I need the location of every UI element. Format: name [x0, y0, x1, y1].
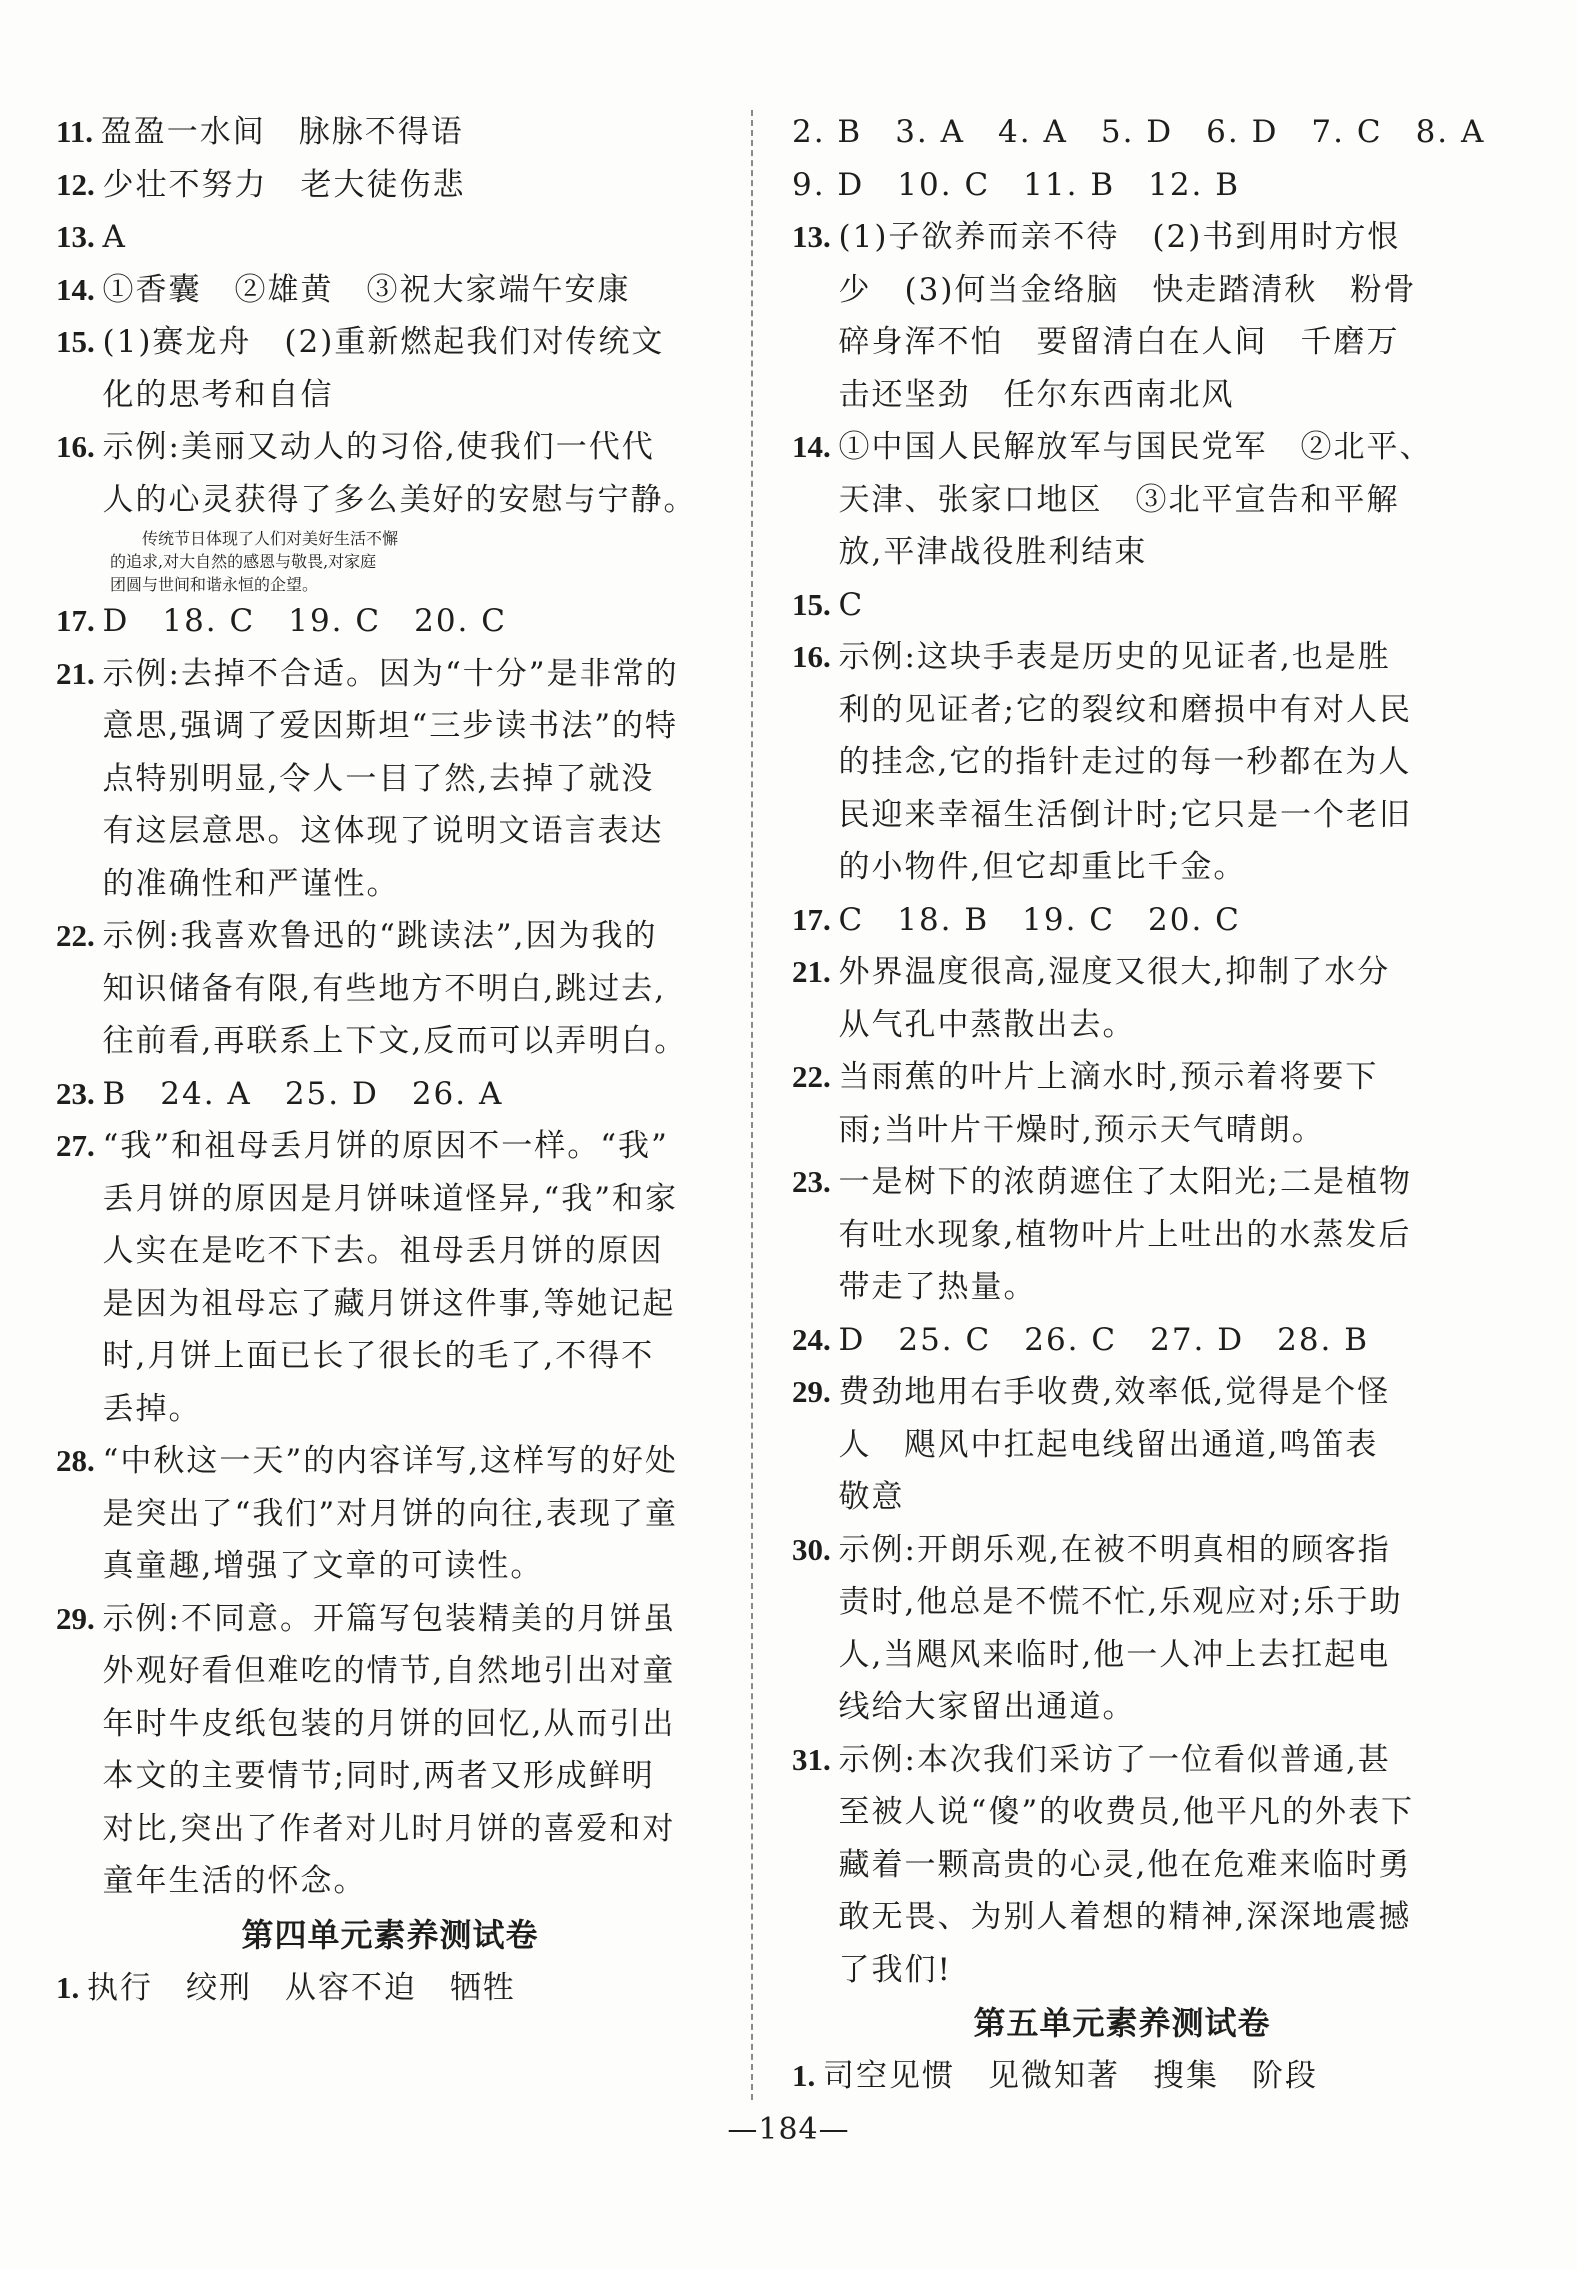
answer-number: 15. [56, 324, 103, 359]
answer-text [103, 648, 725, 911]
page-number: —184— [727, 2112, 850, 2147]
answer-text [103, 1068, 725, 1121]
answer-number: 23. [792, 1164, 839, 1199]
answer-line: 示例:不同意。开篇写包装精美的月饼虽 [102, 1600, 676, 1637]
answer-item [792, 1156, 1452, 1314]
answer-line: “中秋这一天”的内容详写,这样写的好处 [102, 1443, 679, 1479]
answer-number: 13. [56, 219, 103, 254]
answer-line: 藏着一颗高贵的心灵,他在危难来临时勇 [838, 1846, 1412, 1883]
answer-text [103, 316, 725, 421]
answer-item [792, 2050, 1452, 2103]
unit-4-heading: 第四单元素养测试卷 [241, 1915, 539, 1954]
answer-line: 示例:我喜欢鲁迅的“跳读法”,因为我的 [102, 918, 658, 954]
unit-5-heading: 第五单元素养测试卷 [973, 2004, 1271, 2042]
answer-line: 少壮不努力 老大徒伤悲 [102, 166, 466, 203]
answer-item [56, 1068, 724, 1121]
answer-line: 敬意 [838, 1479, 905, 1515]
answer-item [792, 211, 1452, 421]
answer-item [792, 1314, 1452, 1367]
answer-line: 外界温度很高,湿度又很大,抑制了水分 [838, 954, 1391, 990]
answer-line: 当雨蕉的叶片上滴水时,预示着将要下 [838, 1059, 1379, 1095]
answer-number: 12. [56, 166, 103, 202]
answer-text [103, 421, 725, 526]
answer-text [103, 159, 725, 212]
answer-line: 天津、张家口地区 ③北平宣告和平解 [838, 481, 1400, 518]
answer-line: 人,当飓风来临时,他一人冲上去扛起电 [838, 1636, 1391, 1673]
answer-line: 丢月饼的原因是月饼味道怪异,“我”和家 [102, 1180, 679, 1217]
answer-item [792, 106, 1486, 159]
answer-number: 21. [792, 954, 839, 989]
answer-number: 13. [792, 219, 839, 254]
answer-number: 17. [56, 603, 103, 638]
answer-number: 22. [56, 918, 103, 953]
answer-text [839, 1051, 1453, 1156]
answer-item [56, 1435, 724, 1593]
answer-line: 费劲地用右手收费,效率低,觉得是个怪 [838, 1374, 1391, 1410]
answer-item [56, 316, 724, 421]
answer-line: 碎身浑不怕 要留清白在人间 千磨万 [838, 324, 1400, 360]
answer-line: 执行 绞刑 从容不迫 牺牲 [87, 1969, 516, 2006]
answer-item [792, 946, 1452, 1051]
answer-line: 时,月饼上面已长了很长的毛了,不得不 [102, 1338, 655, 1374]
answer-line: 对比,突出了作者对儿时月饼的喜爱和对 [102, 1810, 676, 1847]
answer-item [56, 910, 724, 1068]
answer-line: 传统节日体现了人们对美好生活不懈 [142, 529, 399, 548]
answer-line: 示例:开朗乐观,在被不明真相的顾客指 [838, 1531, 1391, 1568]
answer-item [792, 159, 1452, 212]
answer-text [103, 264, 725, 317]
answer-line: 年时牛皮纸包装的月饼的回忆,从而引出 [102, 1705, 676, 1742]
right-column [792, 106, 1486, 2103]
answer-item [56, 211, 724, 264]
answer-line: 有这层意思。这体现了说明文语言表达 [102, 813, 664, 849]
answer-item [792, 579, 1452, 632]
answer-line: 外观好看但难吃的情节,自然地引出对童 [102, 1653, 676, 1689]
answer-line: 丢掉。 [102, 1390, 202, 1427]
answer-text [839, 1156, 1453, 1314]
answer-item [56, 264, 724, 317]
answer-item [792, 1366, 1452, 1524]
answer-item [792, 1051, 1452, 1156]
answer-line: ①中国人民解放军与国民党军 ②北平、 [838, 429, 1433, 465]
answer-text [839, 211, 1453, 421]
answer-line: 的准确性和严谨性。 [102, 865, 400, 902]
answer-item [56, 1593, 724, 1908]
answer-line: 化的思考和自信 [102, 376, 334, 413]
answer-line: 点特别明显,令人一目了然,去掉了就没 [102, 760, 655, 797]
answer-number: 14. [56, 271, 103, 307]
answer-number: 24. [792, 1321, 839, 1357]
answer-line: 击还坚劲 任尔东西南北风 [838, 376, 1235, 413]
answer-number: 27. [56, 1128, 103, 1163]
answer-text [839, 579, 1453, 632]
answer-item [56, 421, 724, 526]
answer-text [839, 1366, 1453, 1524]
answer-line: “我”和祖母丢月饼的原因不一样。“我” [102, 1128, 669, 1164]
answer-line: 民迎来幸福生活倒计时;它只是一个老旧 [838, 796, 1412, 833]
answer-text [839, 1734, 1453, 1997]
answer-number: 31. [792, 1741, 839, 1777]
answer-line: 知识储备有限,有些地方不明白,跳过去, [102, 970, 667, 1007]
answer-line: 人的心灵获得了多么美好的安慰与宁静。 [102, 481, 697, 518]
answer-item [792, 421, 1452, 579]
answer-number: 30. [792, 1531, 839, 1567]
answer-line: D 25. C 26. C 27. D 28. B [838, 1321, 1370, 1358]
answer-line: 的小物件,但它却重比千金。 [838, 849, 1247, 885]
answer-line: 一是树下的浓荫遮住了太阳光;二是植物 [838, 1164, 1412, 1200]
answer-line: (1)子欲养而亲不待 (2)书到用时方恨 [838, 219, 1401, 255]
answer-line: 童年生活的怀念。 [102, 1863, 367, 1899]
answer-item [792, 894, 1452, 947]
answer-number: 22. [792, 1059, 839, 1094]
answer-line: A [102, 219, 127, 255]
answer-line: 放,平津战役胜利结束 [838, 534, 1148, 570]
answer-item [56, 648, 724, 911]
answer-item [56, 595, 724, 648]
answer-text [103, 1435, 725, 1593]
answer-item [792, 1734, 1452, 1997]
answer-item [792, 631, 1452, 894]
answer-text [101, 106, 724, 159]
answer-number: 29. [792, 1374, 839, 1409]
answer-text [103, 1593, 725, 1908]
answer-number: 1. [792, 2058, 823, 2093]
answer-16-paragraph [56, 526, 724, 595]
answer-line: 示例:美丽又动人的习俗,使我们一代代 [102, 429, 655, 465]
answer-line: 真童趣,增强了文章的可读性。 [102, 1548, 544, 1584]
answer-text [103, 211, 725, 264]
answer-number: 21. [56, 655, 103, 691]
answer-number: 15. [792, 586, 839, 622]
answer-number: 14. [792, 429, 839, 464]
answer-line: 9. D 10. C 11. B 12. B [792, 166, 1241, 203]
answer-number: 17. [792, 901, 839, 937]
answer-line: 意思,强调了爱因斯坦“三步读书法”的特 [102, 708, 679, 744]
answer-number: 16. [56, 429, 103, 464]
answer-text [839, 894, 1453, 947]
answer-text [839, 1524, 1453, 1734]
left-column [56, 106, 724, 2014]
answer-line: 往前看,再联系上下文,反而可以弄明白。 [102, 1023, 688, 1059]
answer-number: 23. [56, 1075, 103, 1111]
answer-line: 的挂念,它的指针走过的每一秒都在为人 [838, 744, 1412, 780]
answer-text [839, 1314, 1453, 1367]
answer-line: 本文的主要情节;同时,两者又形成鲜明 [102, 1758, 655, 1794]
answer-line: 雨;当叶片干燥时,预示天气晴朗。 [838, 1111, 1325, 1148]
answer-text [103, 1120, 725, 1435]
answer-line: 至被人说“傻”的收费员,他平凡的外表下 [838, 1794, 1415, 1830]
answer-text [839, 946, 1453, 1051]
answer-line: 带走了热量。 [838, 1269, 1037, 1305]
answer-line: 人实在是吃不下去。祖母丢月饼的原因 [102, 1233, 664, 1269]
answer-line: 是突出了“我们”对月饼的向往,表现了童 [102, 1495, 679, 1532]
answer-line: 敢无畏、为别人着想的精神,深深地震撼 [838, 1899, 1412, 1935]
answer-line: B 24. A 25. D 26. A [102, 1075, 504, 1112]
column-divider [751, 110, 753, 2100]
answer-line: 责时,他总是不慌不忙,乐观应对;乐于助 [838, 1584, 1403, 1620]
answer-number: 11. [56, 114, 101, 149]
answer-item [56, 106, 724, 159]
answer-item [56, 159, 724, 212]
answer-text [103, 910, 725, 1068]
answer-line: 有吐水现象,植物叶片上吐出的水蒸发后 [838, 1216, 1412, 1253]
answer-line: 了我们! [838, 1951, 952, 1988]
answer-line: 示例:本次我们采访了一位看似普通,甚 [838, 1741, 1391, 1778]
answer-line: C [838, 586, 865, 623]
answer-line: 是因为祖母忘了藏月饼这件事,等她记起 [102, 1285, 676, 1322]
answer-line: 司空见惯 见微知著 搜集 阶段 [823, 2058, 1318, 2094]
answer-line: 利的见证者;它的裂纹和磨损中有对人民 [838, 691, 1412, 728]
answer-line: 团圆与世间和谐永恒的企望。 [110, 575, 319, 594]
answer-number: 29. [56, 1600, 103, 1636]
answer-line: 盈盈一水间 脉脉不得语 [100, 114, 464, 150]
answer-text [839, 631, 1453, 894]
answer-item [792, 1524, 1452, 1734]
answer-line: 的追求,对大自然的感恩与敬畏,对家庭 [110, 552, 377, 571]
answer-line: ①香囊 ②雄黄 ③祝大家端午安康 [102, 271, 631, 308]
answer-text [792, 159, 1452, 212]
answer-line: D 18. C 19. C 20. C [102, 603, 507, 639]
answer-item [56, 1962, 724, 2015]
answer-line: 从气孔中蒸散出去。 [838, 1006, 1136, 1043]
answer-text [87, 1962, 724, 2015]
answer-line: 人 飓风中扛起电线留出通道,鸣笛表 [838, 1426, 1379, 1463]
answer-number: 28. [56, 1443, 103, 1478]
answer-line: 示例:这块手表是历史的见证者,也是胜 [838, 639, 1391, 675]
answer-line: 少 (3)何当金络脑 快走踏清秋 粉骨 [838, 271, 1417, 308]
answer-text [823, 2050, 1452, 2103]
answer-text [839, 421, 1453, 579]
answer-line: 线给大家留出通道。 [838, 1689, 1136, 1725]
answer-line: 2. B 3. A 4. A 5. D 6. D 7. C 8. A [792, 114, 1486, 150]
answer-line: (1)赛龙舟 (2)重新燃起我们对传统文 [102, 324, 665, 360]
answer-line: C 18. B 19. C 20. C [838, 901, 1241, 938]
answer-text [103, 595, 725, 648]
answer-line: 示例:去掉不合适。因为“十分”是非常的 [102, 655, 679, 692]
answer-text [792, 106, 1485, 159]
answer-item [56, 1120, 724, 1435]
answer-number: 1. [56, 1969, 87, 2005]
answer-number: 16. [792, 639, 839, 674]
